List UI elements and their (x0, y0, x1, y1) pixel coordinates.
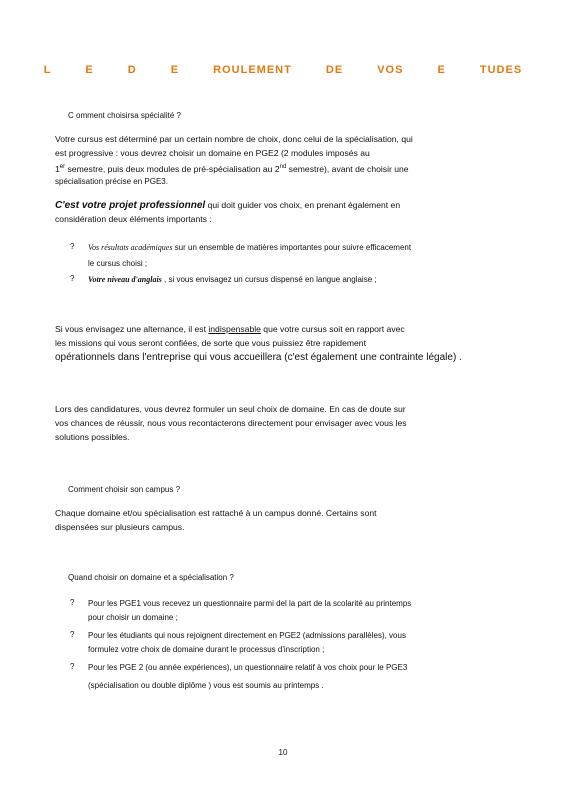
bullet-item-3-continued: pour choisir un domaine ; (88, 613, 178, 622)
paragraph-2-line-1: C'est votre projet professionnel qui doit guider vos choix, en prenant également en (55, 200, 401, 211)
question-heading-3: Quand choisir on domaine et a spécialisation ? (68, 573, 234, 582)
paragraph-1-line-1: Votre cursus est déterminé par un certain nombre de choix, donc celui de la spécialisation, qui (55, 134, 413, 144)
paragraph-1-line-3: 1er semestre, puis deux modules de pré-spécialisation au 2nd semestre), avant de choisir une (55, 163, 409, 174)
bullet-item-1-continued: le cursus choisi ; (88, 259, 148, 268)
paragraph-2-line-2: considération deux éléments importants : (55, 214, 212, 224)
paragraph-4-line-1: Lors des candidatures, vous devrez formuler un seul choix de domaine. En cas de doute sur (55, 404, 406, 414)
bullet-item-4-continued: formulez votre choix de domaine durant le processus d'inscription ; (88, 645, 325, 654)
bullet-marker: ? (70, 662, 75, 671)
bullet-marker: ? (70, 630, 75, 639)
paragraph-5-line-2: dispensées sur plusieurs campus. (55, 522, 185, 532)
paragraph-1-line-2: est progressive : vous devrez choisir un domaine en PGE2 (2 modules imposés au (55, 148, 370, 158)
paragraph-3-line-2: les missions qui vous seront confiées, de sorte que vous puissiez être rapidement (55, 338, 366, 348)
paragraph-4-line-2: vos chances de réussir, nous vous recontacterons directement pour envisager avec vous les (55, 418, 407, 428)
bullet-item-5: Pour les PGE 2 (ou année expériences), un questionnaire relatif à vos choix pour le PGE3 (88, 663, 408, 672)
paragraph-4-line-3: solutions possibles. (55, 432, 130, 442)
document-title: L E D E ROULEMENT DE VOS E TUDES (43, 64, 523, 76)
paragraph-1-line-4: spécialisation précise en PGE3. (55, 177, 168, 186)
paragraph-3-line-1: Si vous envisagez une alternance, il est indispensable que votre cursus soit en rapport avec (55, 324, 405, 334)
paragraph-5-line-1: Chaque domaine et/ou spécialisation est rattaché à un campus donné. Certains sont (55, 508, 377, 518)
bullet-item-2: Votre niveau d'anglais , si vous envisagez un cursus dispensé en langue anglaise ; (88, 275, 377, 284)
bullet-marker: ? (70, 242, 75, 251)
paragraph-3-line-3: opérationnels dans l'entreprise qui vous accueillera (c'est également une contrainte légale) . (55, 352, 462, 363)
bullet-marker: ? (70, 274, 75, 283)
page-number: 10 (278, 748, 288, 757)
question-heading-2: Comment choisir son campus ? (68, 485, 181, 494)
bullet-item-3: Pour les PGE1 vous recevez un questionnaire parmi del la part de la scolarité au printemps (88, 599, 412, 608)
bullet-item-4: Pour les étudiants qui nous rejoignent directement en PGE2 (admissions parallèles), vous (88, 631, 406, 640)
question-heading-1: C omment choisirsa spécialité ? (68, 111, 181, 120)
bullet-item-1: Vos résultats académiques sur un ensemble de matières importantes pour suivre efficacement (88, 243, 412, 252)
bullet-marker: ? (70, 598, 75, 607)
bullet-item-5-continued: (spécialisation ou double diplôme ) vous est soumis au printemps . (88, 681, 324, 690)
